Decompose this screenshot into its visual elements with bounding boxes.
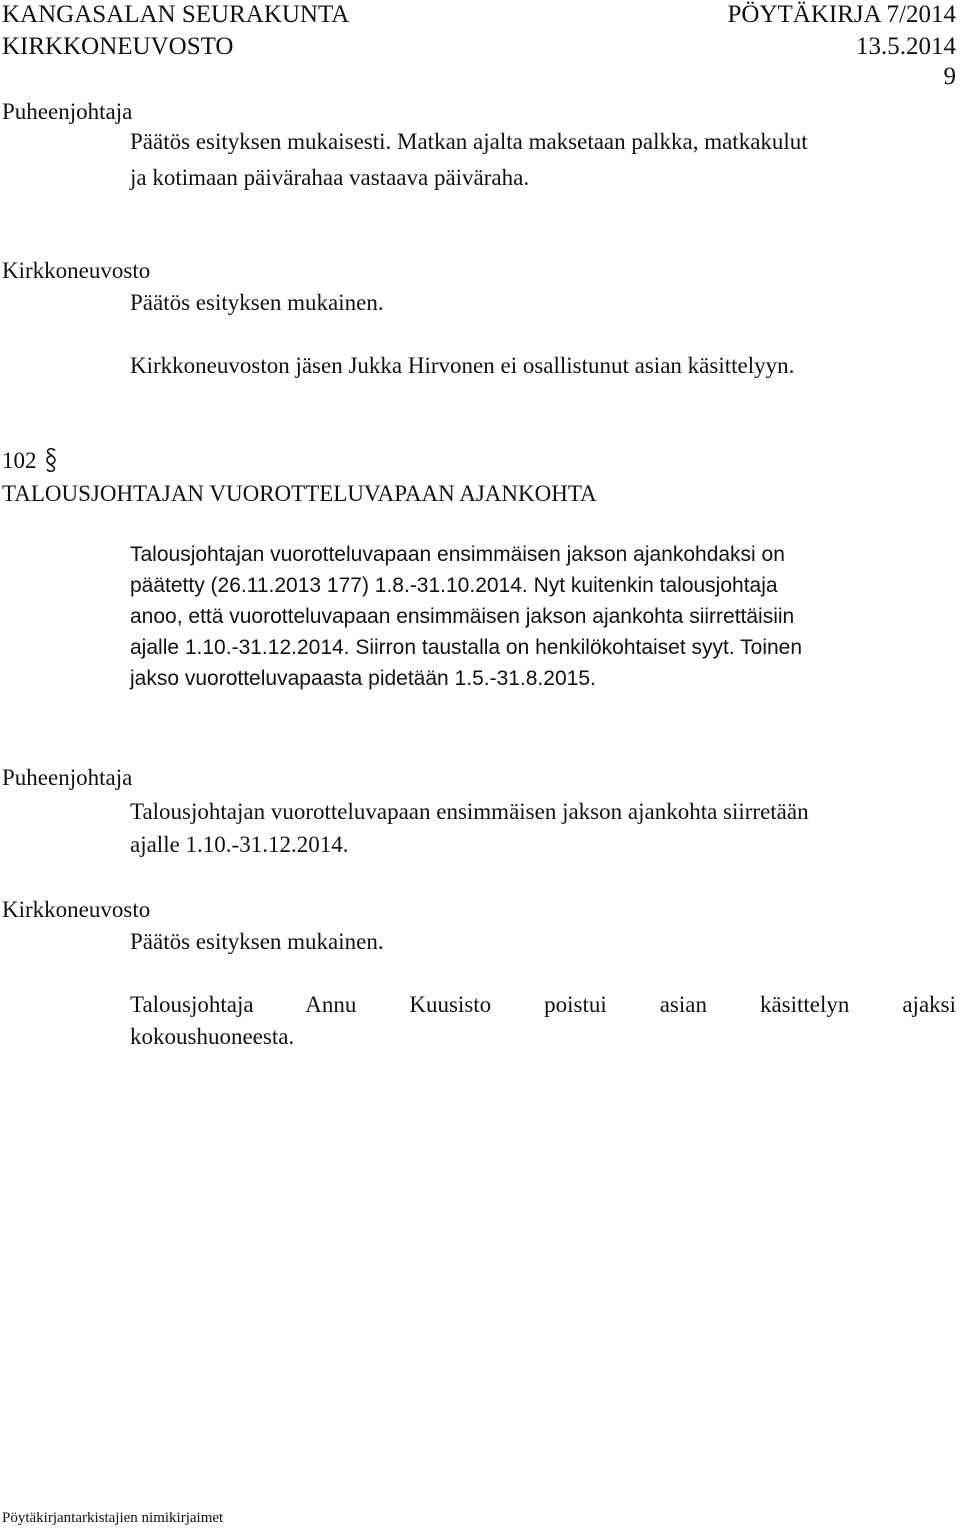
council-label-102: Kirkkoneuvosto [2, 897, 151, 922]
description-line-1: Talousjohtajan vuorotteluvapaan ensimmäisen jakson ajankohdaksi on [130, 543, 785, 566]
section-number [2, 446, 58, 476]
chair-label-102: Puheenjohtaja [2, 765, 133, 790]
council-decision: Päätös esityksen mukainen. [130, 290, 384, 315]
chair-decision-102-line-2: ajalle 1.10.-31.12.2014. [130, 832, 349, 857]
page-number: 9 [943, 63, 956, 90]
header-org: KANGASALAN SEURAKUNTA [2, 1, 350, 28]
chair-decision-line-2: ja kotimaan päivärahaa vastaava päiväraha. [130, 165, 530, 190]
header-date: 13.5.2014 [856, 33, 956, 60]
council-decision-102: Päätös esityksen mukainen. [130, 929, 384, 954]
footer-signature-label: Pöytäkirjantarkistajien nimikirjaimet [2, 1510, 224, 1526]
council-label: Kirkkoneuvosto [2, 258, 151, 283]
chair-label: Puheenjohtaja [2, 99, 133, 124]
absence-note-line-2: kokoushuoneesta. [130, 1024, 295, 1049]
section-sign-icon [42, 448, 58, 473]
description-line-2: päätetty (26.11.2013 177) 1.8.-31.10.2014. Nyt kuitenkin talousjohtaja [130, 574, 778, 597]
header-doc-title: PÖYTÄKIRJA 7/2014 [727, 1, 956, 28]
recusal-note: Kirkkoneuvoston jäsen Jukka Hirvonen ei osallistunut asian käsittelyyn. [130, 353, 795, 378]
description-line-5: jakso vuorotteluvapaasta pidetään 1.5.-31.8.2015. [130, 667, 596, 690]
description-line-3: anoo, että vuorotteluvapaan ensimmäisen jakson ajankohta siirrettäisiin [130, 605, 795, 628]
header-body: KIRKKONEUVOSTO [2, 33, 234, 60]
chair-decision-102-line-1: Talousjohtajan vuorotteluvapaan ensimmäisen jakson ajankohta siirretään [130, 799, 809, 824]
section-title: TALOUSJOHTAJAN VUOROTTELUVAPAAN AJANKOHTA [2, 481, 597, 506]
chair-decision-line-1: Päätös esityksen mukaisesti. Matkan ajalta maksetaan palkka, matkakulut [130, 129, 808, 154]
description-line-4: ajalle 1.10.-31.12.2014. Siirron taustalla on henkilökohtaiset syyt. Toinen [130, 636, 803, 659]
absence-note-line-1: Talousjohtaja Annu Kuusisto poistui asian käsittelyn ajaksi [130, 992, 956, 1017]
section-number-value: 102 [2, 448, 37, 473]
